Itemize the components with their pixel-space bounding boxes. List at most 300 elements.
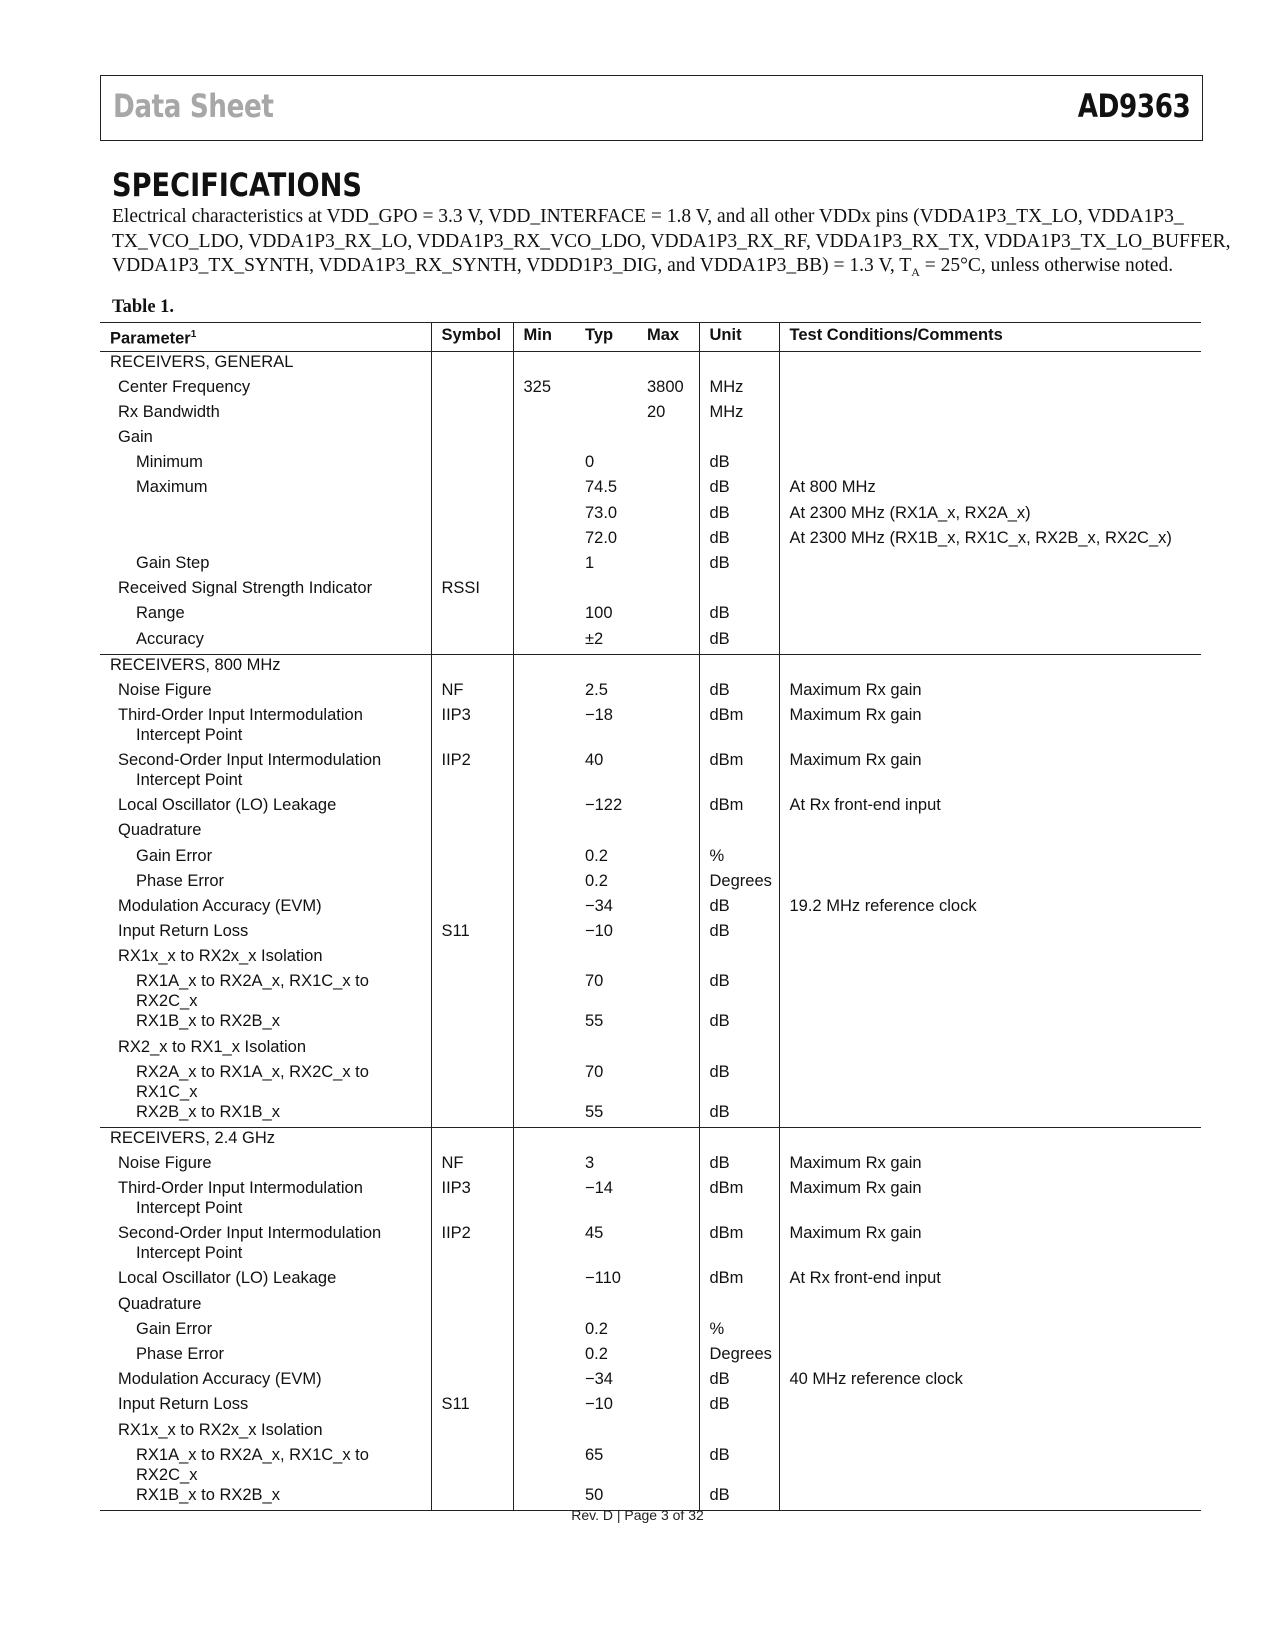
cell-min bbox=[513, 705, 575, 750]
cell-conditions bbox=[779, 603, 1201, 628]
cell-max bbox=[637, 1062, 699, 1102]
cell-min bbox=[513, 946, 575, 971]
cell-param bbox=[100, 1178, 431, 1223]
cell-symbol bbox=[431, 1445, 513, 1485]
cell-max bbox=[637, 1294, 699, 1319]
col-header-min: Min bbox=[513, 323, 575, 352]
cell-min bbox=[513, 1445, 575, 1485]
cell-conditions bbox=[779, 1294, 1201, 1319]
cell-symbol: RSSI bbox=[431, 578, 513, 603]
intro-line: TX_VCO_LDO, VDDA1P3_RX_LO, VDDA1P3_RX_VCO_LDO, VDDA1P3_RX_RF, VDDA1P3_RX_TX, VDDA1P3_TX_LO_BUFFER, bbox=[112, 230, 1231, 252]
intro-line: Electrical characteristics at VDD_GPO = 3.3 V, VDD_INTERFACE = 1.8 V, and all other VDDx pins (VDDA1P3_TX_LO, VDDA1P3_ bbox=[112, 206, 1184, 227]
cell-typ: 40 bbox=[585, 751, 604, 770]
cell-param bbox=[100, 1294, 431, 1319]
table-row bbox=[100, 971, 1201, 1011]
table-row bbox=[100, 528, 1201, 553]
cell-conditions bbox=[779, 1037, 1201, 1062]
cell-min bbox=[513, 1178, 575, 1223]
param-label-continued: Intercept Point bbox=[136, 1244, 243, 1263]
table-row bbox=[100, 1102, 1201, 1128]
cell-min bbox=[513, 528, 575, 553]
cell-param bbox=[100, 1102, 431, 1128]
cell-min bbox=[513, 1223, 575, 1268]
cell-typ: −10 bbox=[585, 1395, 613, 1414]
cell-unit: dB bbox=[699, 503, 779, 528]
cell-param bbox=[100, 1369, 431, 1394]
cell-symbol bbox=[431, 1128, 513, 1154]
cell-conditions bbox=[779, 1102, 1201, 1128]
cell-conditions bbox=[779, 351, 1201, 377]
col-header-conditions: Test Conditions/Comments bbox=[779, 323, 1201, 352]
cell-unit bbox=[699, 1420, 779, 1445]
cell-unit: dB bbox=[699, 629, 779, 655]
table-row bbox=[100, 477, 1201, 502]
cell-typ bbox=[575, 946, 637, 971]
param-label: Second-Order Input Intermodulation bbox=[118, 751, 382, 770]
cell-conditions bbox=[779, 1394, 1201, 1419]
cell-typ: −18 bbox=[585, 706, 613, 725]
cell-conditions bbox=[779, 1319, 1201, 1344]
cell-conditions: Maximum Rx gain bbox=[779, 1223, 1201, 1268]
cell-conditions: 19.2 MHz reference clock bbox=[779, 896, 1201, 921]
cell-max bbox=[637, 1223, 699, 1268]
cell-symbol bbox=[431, 629, 513, 655]
cell-unit bbox=[699, 427, 779, 452]
cell-conditions bbox=[779, 629, 1201, 655]
cell-max bbox=[637, 578, 699, 603]
cell-unit: dB bbox=[699, 553, 779, 578]
cell-typ bbox=[575, 1128, 637, 1154]
cell-min bbox=[513, 1420, 575, 1445]
cell-max bbox=[637, 603, 699, 628]
cell-max bbox=[637, 528, 699, 553]
cell-min bbox=[513, 1344, 575, 1369]
param-label: Maximum bbox=[136, 478, 208, 497]
cell-max bbox=[637, 1011, 699, 1036]
cell-unit: dB bbox=[699, 680, 779, 705]
param-label: RECEIVERS, GENERAL bbox=[110, 352, 294, 371]
cell-param bbox=[100, 946, 431, 971]
cell-unit: dB bbox=[699, 1369, 779, 1394]
param-label: Third-Order Input Intermodulation bbox=[118, 706, 363, 725]
cell-min bbox=[513, 452, 575, 477]
cell-max bbox=[637, 846, 699, 871]
cell-max bbox=[637, 452, 699, 477]
cell-typ bbox=[575, 654, 637, 680]
cell-param bbox=[100, 427, 431, 452]
footnote-marker: 1 bbox=[190, 329, 197, 340]
cell-min bbox=[513, 1062, 575, 1102]
col-header-parameter: Parameter$^1$ bbox=[100, 323, 431, 352]
cell-min bbox=[513, 871, 575, 896]
cell-symbol bbox=[431, 452, 513, 477]
cell-conditions: At 2300 MHz (RX1A_x, RX2A_x) bbox=[779, 503, 1201, 528]
cell-typ: 70 bbox=[585, 972, 604, 991]
param-label: Quadrature bbox=[118, 821, 202, 840]
cell-conditions: At 800 MHz bbox=[779, 477, 1201, 502]
col-header-typ: Typ bbox=[575, 323, 637, 352]
cell-param bbox=[100, 1344, 431, 1369]
cell-min bbox=[513, 921, 575, 946]
table-row bbox=[100, 795, 1201, 820]
cell-unit: dB bbox=[699, 1011, 779, 1036]
cell-min bbox=[513, 1369, 575, 1394]
table-row bbox=[100, 820, 1201, 845]
specifications-table bbox=[100, 322, 1201, 1511]
param-label: RX1A_x to RX2A_x, RX1C_x to RX2C_x bbox=[136, 1445, 369, 1484]
table-row bbox=[100, 1445, 1201, 1485]
cell-min bbox=[513, 629, 575, 655]
cell-typ bbox=[575, 402, 637, 427]
cell-symbol bbox=[431, 553, 513, 578]
cell-param bbox=[100, 654, 431, 680]
cell-unit bbox=[699, 654, 779, 680]
cell-conditions bbox=[779, 1011, 1201, 1036]
cell-symbol bbox=[431, 477, 513, 502]
cell-max bbox=[637, 1445, 699, 1485]
cell-symbol bbox=[431, 1294, 513, 1319]
cell-unit: dB bbox=[699, 1062, 779, 1102]
param-label: RECEIVERS, 800 MHz bbox=[110, 655, 281, 674]
param-label: RX2A_x to RX1A_x, RX2C_x to RX1C_x bbox=[136, 1062, 369, 1101]
param-label: RECEIVERS, 2.4 GHz bbox=[110, 1129, 276, 1147]
cell-typ: −10 bbox=[585, 922, 613, 941]
intro-line bbox=[112, 254, 1192, 284]
cell-unit: dB bbox=[699, 1394, 779, 1419]
cell-min bbox=[513, 971, 575, 1011]
cell-min bbox=[513, 1128, 575, 1154]
cell-max bbox=[637, 1394, 699, 1419]
intro-line-text: = 25°C, unless otherwise noted. bbox=[919, 255, 1174, 276]
cell-symbol bbox=[431, 503, 513, 528]
cell-typ: 74.5 bbox=[585, 478, 618, 497]
cell-max bbox=[637, 477, 699, 502]
cell-param bbox=[100, 477, 431, 502]
cell-param bbox=[100, 528, 431, 553]
cell-max bbox=[637, 351, 699, 377]
cell-typ: −34 bbox=[585, 1370, 613, 1389]
cell-min bbox=[513, 1268, 575, 1293]
cell-conditions bbox=[779, 1344, 1201, 1369]
cell-param bbox=[100, 820, 431, 845]
cell-param bbox=[100, 971, 431, 1011]
cell-symbol: NF bbox=[431, 1153, 513, 1178]
cell-param bbox=[100, 795, 431, 820]
cell-param bbox=[100, 1223, 431, 1268]
table-row bbox=[100, 377, 1201, 402]
cell-conditions bbox=[779, 427, 1201, 452]
cell-symbol bbox=[431, 1319, 513, 1344]
cell-conditions: Maximum Rx gain bbox=[779, 750, 1201, 795]
cell-param bbox=[100, 1128, 431, 1154]
cell-unit: dBm bbox=[699, 750, 779, 795]
param-label: Input Return Loss bbox=[118, 922, 249, 941]
param-label-continued: Intercept Point bbox=[136, 1199, 243, 1218]
cell-typ: 55 bbox=[575, 1102, 637, 1128]
table-row bbox=[100, 553, 1201, 578]
cell-param bbox=[100, 750, 431, 795]
cell-min bbox=[513, 1037, 575, 1062]
param-label: RX1A_x to RX2A_x, RX1C_x to RX2C_x bbox=[136, 972, 369, 1011]
cell-param bbox=[100, 603, 431, 628]
cell-conditions bbox=[779, 578, 1201, 603]
cell-symbol bbox=[431, 1011, 513, 1036]
cell-symbol: IIP2 bbox=[431, 750, 513, 795]
cell-typ: −34 bbox=[585, 896, 613, 915]
table-row bbox=[100, 921, 1201, 946]
table-row bbox=[100, 1128, 1201, 1154]
table-row bbox=[100, 871, 1201, 896]
cell-symbol bbox=[431, 351, 513, 377]
cell-symbol bbox=[431, 896, 513, 921]
cell-param bbox=[100, 578, 431, 603]
header-doc-type: Data Sheet bbox=[113, 87, 274, 125]
cell-symbol bbox=[431, 528, 513, 553]
cell-symbol bbox=[431, 820, 513, 845]
param-label: Second-Order Input Intermodulation bbox=[118, 1224, 382, 1243]
cell-unit: % bbox=[699, 1319, 779, 1344]
cell-param bbox=[100, 503, 431, 528]
cell-max bbox=[637, 820, 699, 845]
cell-symbol bbox=[431, 1062, 513, 1102]
cell-min bbox=[513, 402, 575, 427]
param-label: RX1x_x to RX2x_x Isolation bbox=[118, 1420, 323, 1439]
param-label: Local Oscillator (LO) Leakage bbox=[118, 1269, 337, 1288]
cell-max bbox=[637, 871, 699, 896]
cell-symbol bbox=[431, 402, 513, 427]
cell-conditions bbox=[779, 1420, 1201, 1445]
param-label: Input Return Loss bbox=[118, 1395, 249, 1414]
cell-symbol: NF bbox=[431, 680, 513, 705]
param-label-continued: Intercept Point bbox=[136, 771, 243, 790]
cell-unit: dB bbox=[699, 1102, 779, 1128]
table-caption: Table 1. bbox=[112, 297, 175, 317]
cell-min bbox=[513, 1294, 575, 1319]
param-label: Noise Figure bbox=[118, 680, 212, 699]
cell-typ: 65 bbox=[585, 1445, 604, 1464]
cell-unit bbox=[699, 1128, 779, 1154]
cell-conditions bbox=[779, 871, 1201, 896]
cell-typ bbox=[575, 427, 637, 452]
cell-unit: dBm bbox=[699, 1178, 779, 1223]
param-label: Local Oscillator (LO) Leakage bbox=[118, 796, 337, 815]
cell-max: 3800 bbox=[647, 377, 684, 396]
cell-typ: 1 bbox=[585, 554, 595, 572]
param-label: Noise Figure bbox=[118, 1154, 212, 1173]
table-row bbox=[100, 1394, 1201, 1419]
cell-typ bbox=[575, 578, 637, 603]
cell-conditions bbox=[779, 654, 1201, 680]
cell-typ bbox=[575, 351, 637, 377]
col-header-symbol: Symbol bbox=[431, 323, 513, 352]
cell-max bbox=[637, 427, 699, 452]
cell-symbol bbox=[431, 795, 513, 820]
table-row bbox=[100, 1294, 1201, 1319]
cell-conditions: Maximum Rx gain bbox=[779, 1178, 1201, 1223]
param-label: Received Signal Strength Indicator bbox=[118, 579, 373, 598]
cell-unit bbox=[699, 1294, 779, 1319]
cell-max bbox=[637, 1037, 699, 1062]
cell-conditions bbox=[779, 1128, 1201, 1154]
cell-typ: 70 bbox=[585, 1062, 604, 1081]
cell-param bbox=[100, 1011, 431, 1036]
cell-max bbox=[637, 795, 699, 820]
cell-typ: 0.2 bbox=[585, 871, 608, 890]
cell-param bbox=[100, 1268, 431, 1293]
param-label: RX2_x to RX1_x Isolation bbox=[118, 1037, 307, 1056]
param-label: Phase Error bbox=[136, 1344, 225, 1363]
cell-symbol: S11 bbox=[431, 1394, 513, 1419]
cell-conditions bbox=[779, 452, 1201, 477]
cell-unit: dB bbox=[699, 452, 779, 477]
cell-min bbox=[513, 427, 575, 452]
cell-min bbox=[513, 1011, 575, 1036]
table-row bbox=[100, 503, 1201, 528]
cell-min bbox=[513, 846, 575, 871]
cell-unit: dBm bbox=[699, 1223, 779, 1268]
table-row bbox=[100, 1062, 1201, 1102]
cell-max bbox=[637, 680, 699, 705]
cell-max bbox=[637, 1344, 699, 1369]
cell-min bbox=[513, 1319, 575, 1344]
cell-min bbox=[513, 1102, 575, 1128]
cell-min bbox=[513, 503, 575, 528]
cell-conditions bbox=[779, 1062, 1201, 1102]
cell-unit: dB bbox=[699, 1485, 779, 1511]
cell-symbol bbox=[431, 603, 513, 628]
cell-param bbox=[100, 553, 431, 578]
cell-symbol bbox=[431, 1344, 513, 1369]
cell-max bbox=[637, 1369, 699, 1394]
param-label: RX2B_x to RX1B_x bbox=[136, 1102, 280, 1121]
table-row bbox=[100, 896, 1201, 921]
cell-max bbox=[637, 1319, 699, 1344]
table-row bbox=[100, 452, 1201, 477]
cell-param bbox=[100, 705, 431, 750]
cell-conditions: At 2300 MHz (RX1B_x, RX1C_x, RX2B_x, RX2C_x) bbox=[779, 528, 1201, 553]
cell-unit: Degrees bbox=[699, 871, 779, 896]
cell-min bbox=[513, 750, 575, 795]
table-header-row bbox=[100, 323, 1201, 352]
cell-typ bbox=[575, 377, 637, 402]
cell-max bbox=[637, 1178, 699, 1223]
table-row bbox=[100, 680, 1201, 705]
cell-unit: MHz bbox=[699, 377, 779, 402]
cell-typ: 0.2 bbox=[585, 846, 608, 865]
cell-symbol: S11 bbox=[431, 921, 513, 946]
table-row bbox=[100, 1420, 1201, 1445]
cell-param bbox=[100, 871, 431, 896]
cell-symbol bbox=[431, 971, 513, 1011]
cell-unit bbox=[699, 820, 779, 845]
cell-min bbox=[513, 896, 575, 921]
cell-unit: dB bbox=[699, 971, 779, 1011]
cell-symbol bbox=[431, 1268, 513, 1293]
cell-symbol: IIP3 bbox=[431, 705, 513, 750]
cell-typ: 100 bbox=[585, 604, 613, 623]
cell-max bbox=[637, 1420, 699, 1445]
cell-unit: dBm bbox=[699, 1268, 779, 1293]
cell-param bbox=[100, 629, 431, 655]
table-row bbox=[100, 1178, 1201, 1223]
cell-param bbox=[100, 1062, 431, 1102]
cell-unit: dB bbox=[699, 603, 779, 628]
cell-max bbox=[637, 750, 699, 795]
cell-min bbox=[513, 351, 575, 377]
cell-unit: dBm bbox=[699, 795, 779, 820]
cell-unit bbox=[699, 946, 779, 971]
cell-unit: dB bbox=[699, 896, 779, 921]
param-label: Minimum bbox=[136, 453, 203, 472]
cell-max bbox=[637, 1128, 699, 1154]
table-row bbox=[100, 846, 1201, 871]
intro-subscript: A bbox=[911, 264, 920, 279]
table-row bbox=[100, 1319, 1201, 1344]
table-row bbox=[100, 629, 1201, 655]
cell-typ: ±2 bbox=[575, 629, 637, 655]
cell-conditions bbox=[779, 553, 1201, 578]
cell-min bbox=[513, 680, 575, 705]
cell-typ: 3 bbox=[585, 1154, 595, 1173]
table-row bbox=[100, 705, 1201, 750]
cell-param bbox=[100, 1394, 431, 1419]
cell-typ: 45 bbox=[585, 1224, 604, 1243]
cell-max bbox=[637, 1153, 699, 1178]
param-label-continued: Intercept Point bbox=[136, 726, 243, 745]
cell-min bbox=[513, 820, 575, 845]
cell-param bbox=[100, 896, 431, 921]
param-label: Gain Error bbox=[136, 846, 213, 865]
cell-max bbox=[637, 1268, 699, 1293]
cell-symbol bbox=[431, 1369, 513, 1394]
param-label: Phase Error bbox=[136, 871, 225, 890]
cell-conditions bbox=[779, 402, 1201, 427]
cell-conditions bbox=[779, 946, 1201, 971]
cell-symbol bbox=[431, 1102, 513, 1128]
cell-typ bbox=[575, 1420, 637, 1445]
cell-typ: 55 bbox=[585, 1012, 604, 1031]
cell-conditions bbox=[779, 846, 1201, 871]
table-row bbox=[100, 1037, 1201, 1062]
cell-symbol bbox=[431, 377, 513, 402]
table-row bbox=[100, 351, 1201, 377]
table-row bbox=[100, 654, 1201, 680]
cell-param bbox=[100, 846, 431, 871]
param-label: Modulation Accuracy (EVM) bbox=[118, 896, 322, 915]
table-row bbox=[100, 1268, 1201, 1293]
table-row bbox=[100, 1223, 1201, 1268]
col-header-max: Max bbox=[637, 323, 699, 352]
cell-symbol bbox=[431, 846, 513, 871]
cell-conditions: 40 MHz reference clock bbox=[779, 1369, 1201, 1394]
section-title: SPECIFICATIONS bbox=[112, 166, 362, 204]
table-row bbox=[100, 427, 1201, 452]
cell-typ: −110 bbox=[585, 1269, 621, 1288]
cell-typ: −122 bbox=[585, 796, 623, 815]
cell-max bbox=[637, 629, 699, 655]
cell-conditions bbox=[779, 971, 1201, 1011]
cell-max bbox=[637, 1102, 699, 1128]
cell-conditions: Maximum Rx gain bbox=[779, 680, 1201, 705]
cell-min bbox=[513, 1153, 575, 1178]
cell-typ: 50 bbox=[575, 1485, 637, 1511]
cell-min bbox=[513, 553, 575, 578]
cell-min bbox=[513, 654, 575, 680]
cell-max bbox=[637, 503, 699, 528]
cell-conditions bbox=[779, 377, 1201, 402]
cell-param bbox=[100, 1153, 431, 1178]
intro-line-text: VDDA1P3_TX_SYNTH, VDDA1P3_RX_SYNTH, VDDD1P3_DIG, and VDDA1P3_BB) = 1.3 V, T bbox=[112, 255, 912, 276]
